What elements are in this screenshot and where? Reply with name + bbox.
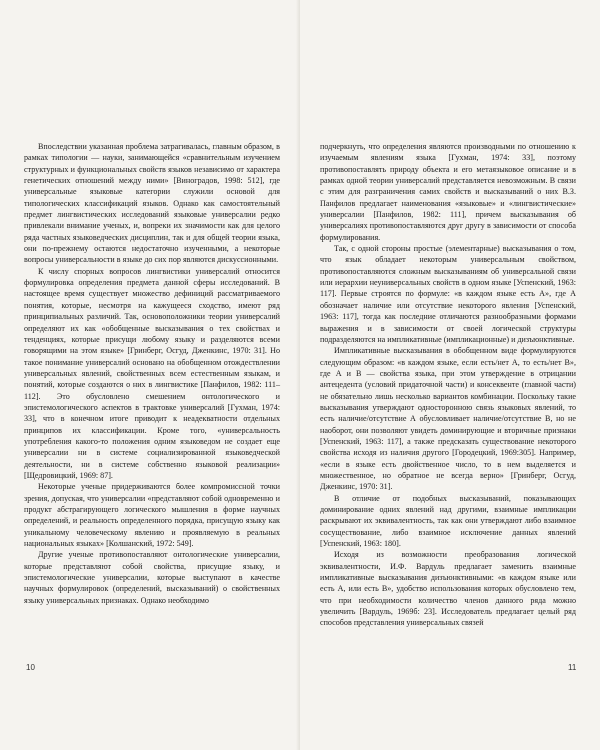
right-paragraph-3: Импликативные высказывания в обобщенном виде формулируются следующим образом: «в каждом языке, если есть/нет А, то есть/нет В», где А и В — свойства языка, при этом утверждение в отрицании антецедента (условий придаточной части) и консеквенте (главной части) не обязательно лишь несколько вариантов комбинации. Поскольку такие высказывания утверждают односторонною связь языковых явлений, то есть наличие/отсутствие А обусловливает наличие/отсутствие В, но не наоборот, они позволяют увидеть доминирующие и вторичные признаки [Успенский, 1963: 117], а также предсказать существование некоторого свойства исходя из наличия другого [Городецкий, 1969:305]. Например, «если в языке есть двойственное число, то в нем выделяется и множественное, но обратное не всегда верно» [Гринберг, Осгуд, Дженкинс, 1970: 31].: [320, 346, 576, 492]
right-paragraph-5: Исходя из возможности преобразования логической эквивалентности, И.Ф. Вардуль предлагает заменить взаимные импликативные высказывания дизъюнктивными: «в каждом языке или есть А, или есть В», удобство использования которых обусловлено тем, что при необходимости количество членов данного ряда можно увеличить [Вардуль, 1969б: 23]. Исследователь предлагает целый ряд способов представления универсальных связей: [320, 550, 576, 628]
left-paragraph-1: Впоследствии указанная проблема затрагивалась, главным образом, в рамках типологии — науки, занимающейся «сравнительным изучением структурных и функциональных свойств языков независимо от характера генетических отношений между ними» [Виноградов, 1998: 512], где универсальные языковые категории служили основой для типологических классификаций языков. Однако как самостоятельный предмет лингвистических исследований языковые универсалии редко привлекали внимание ученых, и, вопреки их значимости как для целого ряда частных языковедческих дисциплин, так и для общей теории языка, они по-прежнему остаются недостаточно изученными, а некоторые вопросы универсальности в языке до сих пор являются дискуссионными.: [24, 142, 280, 265]
left-paragraph-3: Некоторые ученые придерживаются более компромиссной точки зрения, допуская, что универсалии «представляют собой одновременно и продукт абстрагирующего логического мышления в форме научных определений, и реальность определенного порядка, присущую языку как уникальному человеческому явлению и проявляемую в реальных национальных языках» [Колшанский, 1972: 549].: [24, 482, 280, 549]
right-page: [300, 0, 600, 750]
left-paragraph-4: Другие ученые противопоставляют онтологические универсалии, которые представляют собой свойства, присущие языку, и эпистемологические универсалии, которые выступают в качестве научных формулировок (определений, высказываний) о свойственных языку универсальных признаках. Однако необходимо: [24, 550, 280, 605]
right-text-column: [320, 141, 576, 629]
left-page-number: 10: [26, 663, 35, 672]
left-text-column: [24, 141, 280, 606]
right-page-number: 11: [568, 663, 577, 672]
left-paragraph-2: К числу спорных вопросов лингвистики универсалий относится формулировка определения предмета данной сферы исследований. В настоящее время существует множество дефиниций рассматриваемого понятия, которые, несмотря на кажущееся сходство, имеют ряд принципиальных различий. Так, основоположники теории универсалий определяют их как «обобщенные высказывания о тех свойствах и тенденциях, которые присущи любому языку и разделяются всеми говорящими на этом языке» [Гринберг, Осгуд, Дженкинс, 1970: 31]. Но такое понимание универсалий основано на обобщенном отождествлении универсальных явлений, свойственных всем естественным языкам, и понятий, которые создаются о них в лингвистике [Панфилов, 1982: 111–112]. Это обусловлено смешением онтологического и эпистемологического аспектов в трактовке универсалий [Гухман, 1974: 33], что в конечном итоге приводит к неадекватности отдельных принципов их классификации. Кроме того, «универсальность употребления какого-то положения одним языковедом не создает еще универсалии ни в системе социализированной языковедческой деятельности, ни в системе собственно языковой реализации» [Щедровицкий, 1969: 87].: [24, 266, 280, 480]
right-paragraph-1: подчеркнуть, что определения являются производными по отношению к изучаемым явлениям языка [Гухман, 1974: 33], поэтому противопоставлять природу объекта и его метаязыковое описание и в рамках одной теории универсалий представляется невозможным. В связи с этим для разграничения самих свойств и высказываний о них В.З. Панфилов предлагает наименования «языковые» и «лингвистические» универсалии [Панфилов, 1982: 111], причем высказывания об универсалиях противопоставляются друг другу в зависимости от способа формулирования.: [320, 142, 576, 242]
right-paragraph-2: Так, с одной стороны простые (элементарные) высказывания о том, что язык обладает некоторым универсальным свойством, противопоставляются сложным высказываниям об универсальной связи или иерархии неуниверсальных свойств в одном языке [Успенский, 1963: 117]. Первые строятся по формуле: «в каждом языке есть А», где А обозначает наличие или отсутствие некоторого явления [Успенский, 1963: 117], тогда как последние отличаются разнообразными формами выражения и в зависимости от своей логической структуры подразделяются на импликативные (импликационные) и дизъюнктивные.: [320, 244, 576, 344]
right-paragraph-4: В отличие от подобных высказываний, показывающих доминирование одних явлений над другими, взаимные импликации раскрывают их эквивалентность, так как они утверждают либо взаимное сосуществование, либо взаимное исключение данных явлений [Успенский, 1963: 180].: [320, 493, 576, 549]
